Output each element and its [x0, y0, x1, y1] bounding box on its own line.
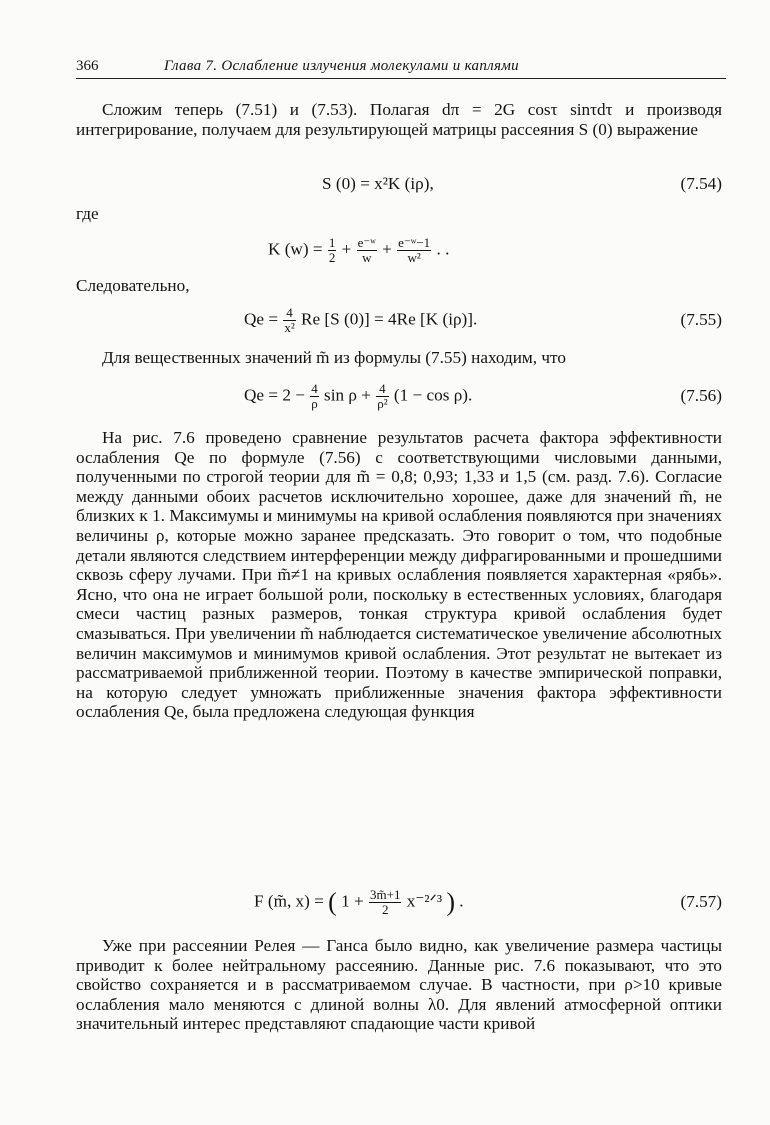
right-paren: ) [446, 887, 455, 917]
equation-dot: . [459, 891, 464, 911]
fraction: $\frac{\text{e⁻ʷ}}{w}$ [357, 235, 376, 265]
equation-expression [244, 382, 472, 411]
equation-power: x⁻²ᐟ³ [406, 891, 443, 911]
equation-number: (7.54) [680, 174, 722, 193]
equation-k-function [0, 232, 722, 272]
equation-number: (7.57) [680, 892, 722, 911]
equation-one-plus: 1 + [341, 891, 364, 911]
chapter-title: Глава 7. Ослабление излучения молекулами и каплями [164, 58, 519, 74]
fraction: $\frac{4}{\rho}$ [311, 381, 318, 411]
equation-mid: sin ρ + [324, 385, 371, 405]
left-paren: ( [328, 887, 337, 917]
equation-7-57 [0, 884, 722, 924]
paragraph-2: Для вещественных значений m̃ из формулы (7.55) находим, что [102, 348, 566, 367]
paragraph-therefore: Следовательно, [76, 276, 190, 295]
equation-lhs: Qe = 2 − [244, 385, 305, 405]
fraction: $\frac{3m̃+1}{2}$ [370, 887, 401, 917]
fraction: $\frac{4}{\text{ρ²}}$ [377, 381, 388, 411]
fraction: $\frac{\text{e⁻ʷ−1}}{\text{w²}}$ [398, 235, 431, 265]
equation-7-55 [0, 302, 722, 342]
equation-7-54 [0, 170, 722, 200]
paragraph-1: Сложим теперь (7.51) и (7.53). Полагая dπ = 2G cosτ sinτdτ и производя интегрирование, получаем для результирующей матрицы рассеяния S (0) выражение [76, 100, 722, 139]
equation-rhs: (1 − cos ρ). [393, 385, 473, 405]
paragraph-4: Уже при рассеянии Релея — Ганса было видно, как увеличение размера частицы приводит к более нейтральному рассеянию. Данные рис. 7.6 показывают, что это свойство сохраняется и в рассматриваемом случае. В частности, при ρ>10 кривые ослабления мало меняются с длиной волны λ0. Для явлений атмосферной оптики значительный интерес представляют спадающие части кривой [76, 936, 722, 1034]
equation-tail: . . [436, 239, 450, 259]
equation-7-56 [0, 378, 722, 418]
equation-lhs: K (w) = [268, 239, 323, 259]
equation-lhs: F (m̃, x) = [254, 891, 324, 911]
page-number: 366 [76, 58, 99, 74]
equation-number: (7.55) [680, 310, 722, 329]
equation-expression [244, 306, 477, 335]
equation-expression: K (w) = $\frac{1}{2}$ + $\frac{\text{e⁻ʷ}}{w}$ + $\frac{\text{e⁻ʷ−1}}{\text{w²}}$ . . [268, 235, 450, 265]
running-header [76, 56, 726, 79]
equation-lhs: Qe = [244, 309, 279, 329]
paragraph-3: На рис. 7.6 проведено сравнение результатов расчета фактора эффективности ослабления Qe по формуле (7.56) с соответствующими числовыми данными, полученными по строгой теории для m̃ = 0,8; 0,93; 1,33 и 1,5 (см. разд. 7.6). Согласие между данными обоих расчетов исключительно хорошее, даже для значений m̃, не близких к 1. Максимумы и минимумы на кривой ослабления появляются при значениях величины ρ, которые можно заранее предсказать. Это говорит о том, что подобные детали являются следствием интерференции между дифрагированными и прошедшими сквозь сферу лучами. При m̃≠1 на кривых ослабления появляется характерная «рябь». Ясно, что она не играет большой роли, поскольку в естественных условиях, благодаря смеси частиц разных размеров, тонкая структура кривой ослабления будет смазываться. При увеличении m̃ наблюдается систематическое увеличение абсолютных величин максимумов и минимумов кривой ослабления. Этот результат не вытекает из рассматриваемой приближенной теории. Поэтому в качестве эмпирической поправки, на которую следует умножать приближенные значения фактора эффективности ослабления Qe, была предложена следующая функция [76, 428, 722, 722]
equation-expression [254, 888, 464, 917]
paragraph-where: где [76, 204, 99, 223]
fraction: $\frac{1}{2}$ [328, 235, 336, 265]
fraction: $\frac{4}{\text{x²}}$ [284, 305, 295, 335]
equation-number: (7.56) [680, 386, 722, 405]
equation-expression: S (0) = x²K (iρ), [322, 174, 434, 193]
equation-rhs: Re [S (0)] = 4Re [K (iρ)]. [301, 309, 478, 329]
